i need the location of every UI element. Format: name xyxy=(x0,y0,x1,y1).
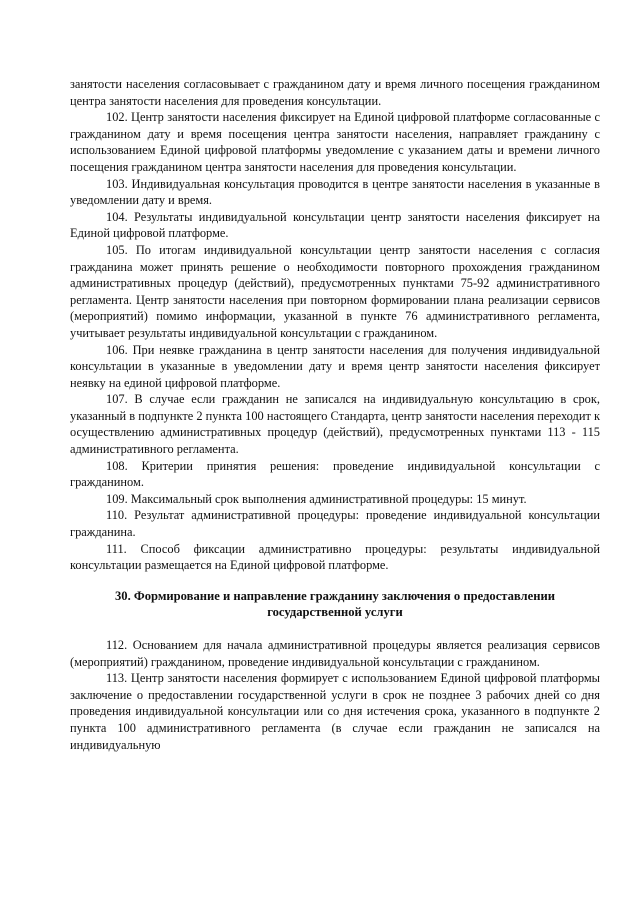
section-heading: 30. Формирование и направление гражданину заключения о предоставлении государственной услуги xyxy=(115,588,555,620)
paragraph-111: 111. Способ фиксации административно процедуры: результаты индивидуальной консультации размещается на Единой цифровой платформе. xyxy=(70,541,600,573)
paragraph-108: 108. Критерии принятия решения: проведение индивидуальной консультации с гражданином. xyxy=(70,458,600,490)
paragraph-113: 113. Центр занятости населения формирует с использованием Единой цифровой платформы заключение о предоставлении государственной услуги в срок не позднее 3 рабочих дней со дня проведения индивидуальной консультации или со дня истечения срока, указанного в подпункте 2 пункта 100 административного регламента (в случае если гражданин не записался на индивидуальную xyxy=(70,671,600,752)
paragraph-107: 107. В случае если гражданин не записался на индивидуальную консультацию в срок, указанный в подпункте 2 пункта 100 настоящего Стандарта, центр занятости населения переходит к осуществлению административных процедур (действий), предусмотренных пунктами 113 - 115 административного регламента. xyxy=(70,392,600,457)
paragraph-109: 109. Максимальный срок выполнения административной процедуры: 15 минут. xyxy=(106,491,527,506)
paragraph-104: 104. Результаты индивидуальной консультации центр занятости населения фиксирует на Единой цифровой платформе. xyxy=(70,209,600,241)
paragraph-110: 110. Результат административной процедуры: проведение индивидуальной консультации гражданина. xyxy=(70,508,600,540)
paragraph-103: 103. Индивидуальная консультация проводится в центре занятости населения в указанные в уведомлении дату и время. xyxy=(70,176,600,208)
paragraph-102: 102. Центр занятости населения фиксирует на Единой цифровой платформе согласованные с гражданином дату и время посещения центра занятости населения, направляет гражданину с использованием Единой цифровой платформы уведомление с указанием даты и времени личного посещения гражданином центра занятости населения для проведения консультации. xyxy=(70,110,600,174)
paragraph-106: 106. При неявке гражданина в центр занятости населения для получения индивидуальной консультации в указанные в уведомлении дату и время центр занятости населения фиксирует неявку на единой цифровой платформе. xyxy=(70,342,600,390)
paragraph-101-continuation: занятости населения согласовывает с гражданином дату и время личного посещения гражданином центра занятости населения для проведения консультации. xyxy=(70,77,600,108)
paragraph-105: 105. По итогам индивидуальной консультации центр занятости населения с согласия гражданина может принять решение о необходимости повторного прохождения гражданином административных процедур (действий), предусмотренных пунктами 75-92 административного регламента. Центр занятости населения при повторном формировании плана реализации сервисов (мероприятий) помимо информации, указанной в пункте 76 административного регламента, учитывает результаты индивидуальной консультации с гражданином. xyxy=(70,242,600,340)
paragraph-112: 112. Основанием для начала административной процедуры является реализация сервисов (мероприятий) гражданином, проведение индивидуальной консультации с гражданином. xyxy=(70,638,600,669)
document-body xyxy=(70,76,600,753)
